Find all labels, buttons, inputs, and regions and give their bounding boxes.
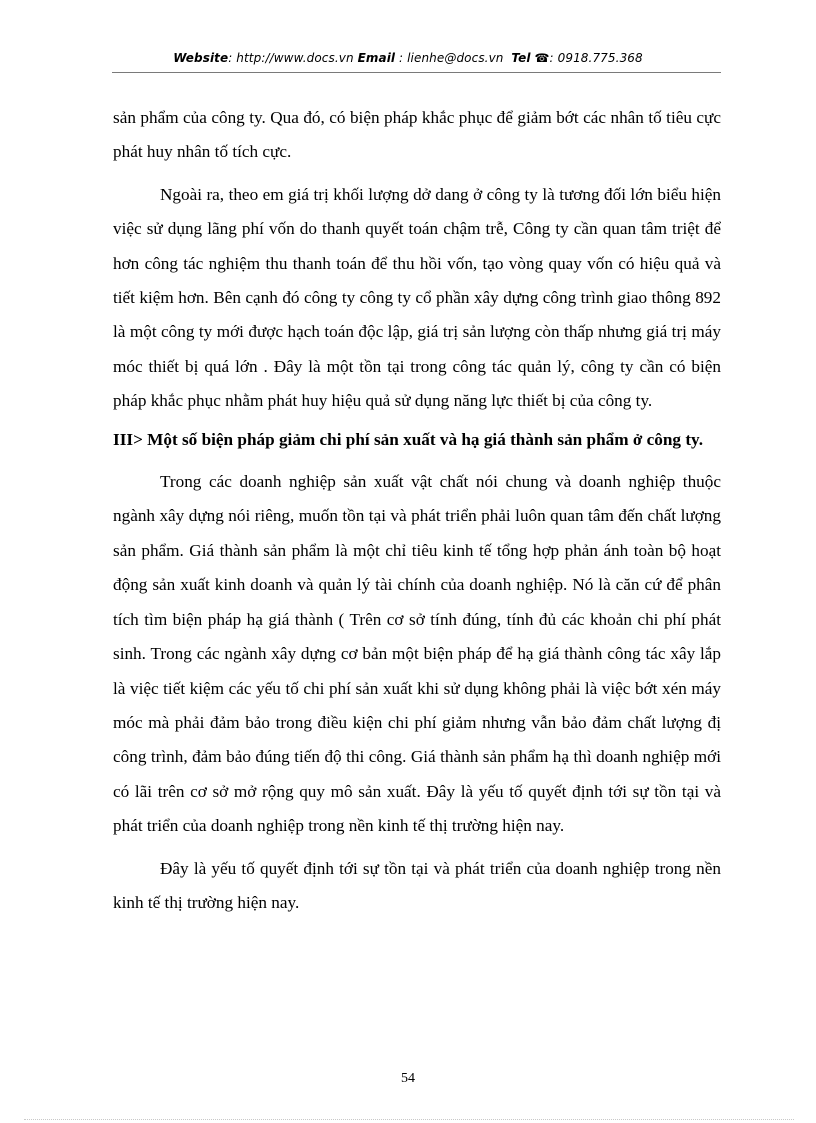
email-label: Email	[357, 51, 396, 65]
paragraph-continuation: sản phẩm của công ty. Qua đó, có biện pháp khắc phục để giảm bớt các nhân tố tiêu cực phát huy nhân tố tích cực.	[113, 108, 721, 162]
tel-label: Tel	[511, 51, 531, 65]
website-separator: :	[228, 51, 237, 65]
document-body	[113, 101, 721, 920]
footer-divider	[24, 1119, 794, 1120]
website-label: Website	[173, 51, 229, 65]
paragraph-cost-reduction: Trong các doanh nghiệp sản xuất vật chất nói chung và doanh nghiệp thuộc ngành xây dựng nói riêng, muốn tồn tại và phát triển phải luôn quan tâm đến chất lượng sản phẩm. Giá thành sản phẩm là một chỉ tiêu kinh tế tổng hợp phản ánh toàn bộ hoạt động sản xuất kinh doanh và quản lý tài chính của doanh nghiệp. Nó là căn cứ để phân tích tìm biện pháp hạ giá thành ( Trên cơ sở tính đúng, tính đủ các khoản chi phí phát sinh. Trong các ngành xây dựng cơ bản một biện pháp để hạ giá thành công tác xây lắp là việc tiết kiệm các yếu tố chi phí sản xuất khi sử dụng không phải là việc bớt xén máy móc mà phải đảm bảo trong điều kiện chi phí giảm nhưng vẫn bảo đảm chất lượng đị công trình, đảm bảo đúng tiến độ thi công. Giá thành sản phẩm hạ thì doanh nghiệp mới có lãi trên cơ sở mở rộng quy mô sản xuất. Đây là yếu tố quyết định tới sự tồn tại và phát triển của doanh nghiệp trong nền kinh tế thị trường hiện nay.	[113, 472, 721, 836]
header-divider	[112, 72, 721, 73]
page-number: 54	[401, 1071, 415, 1086]
email-separator: :	[395, 51, 408, 65]
paragraph-wip-value: Ngoài ra, theo em giá trị khối lượng dở dang ở công ty là tương đối lớn biểu hiện việc sử dụng lãng phí vốn do thanh quyết toán chậm trễ, Công ty cần quan tâm triệt để hơn công tác nghiệm thu thanh toán để thu hồi vốn, tạo vòng quay vốn có hiệu quả và tiết kiệm hơn. Bên cạnh đó công ty công ty cổ phần xây dựng công trình giao thông 892 là một công ty mới được hạch toán độc lập, giá trị sản lượng còn thấp nhưng giá trị máy móc thiết bị quá lớn . Đây là một tồn tại trong công tác quản lý, công ty cần có biện pháp khắc phục nhằm phát huy hiệu quả sử dụng năng lực thiết bị của công ty.	[113, 184, 721, 411]
page-header	[0, 51, 816, 65]
paragraph-conclusion: Đây là yếu tố quyết định tới sự tồn tại và phát triển của doanh nghiệp trong nền kinh tế thị trường hiện nay.	[113, 858, 721, 912]
phone-icon: ☎	[534, 51, 550, 65]
tel-separator: :	[549, 51, 558, 65]
tel-number: 0918.775.368	[557, 51, 643, 65]
email-address[interactable]: lienhe@docs.vn	[407, 51, 504, 65]
section-heading: III> Một số biện pháp giảm chi phí sản xuất và hạ giá thành sản phẩm ở công ty.	[113, 429, 703, 449]
website-url[interactable]: http://www.docs.vn	[236, 51, 354, 65]
